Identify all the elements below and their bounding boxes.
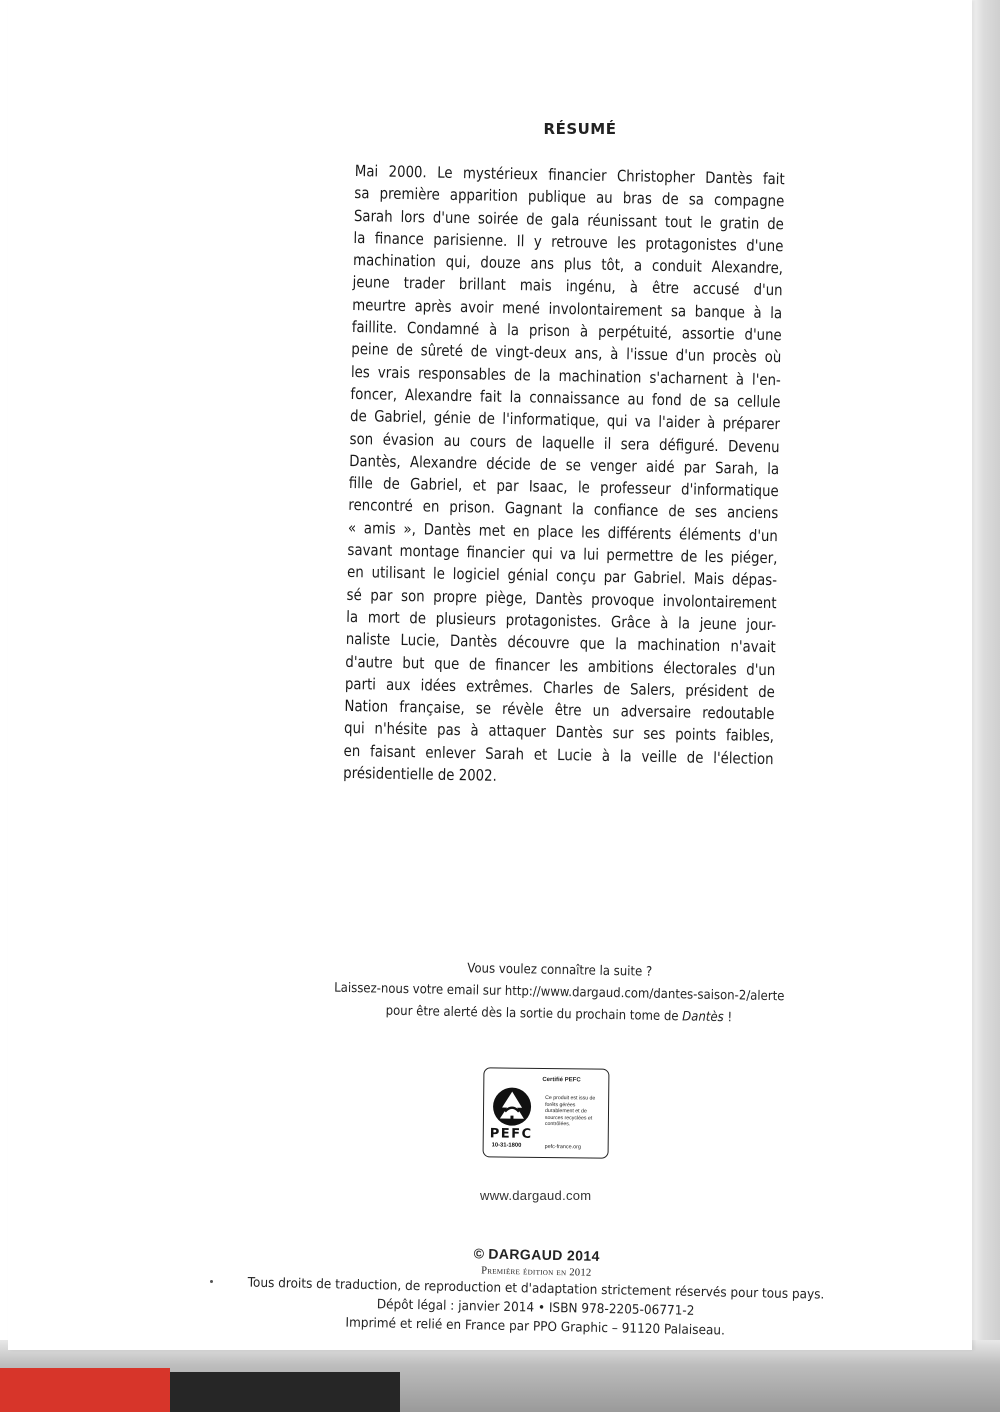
resume-line: présidentielle de 2002. <box>343 763 498 785</box>
resume-line: Nation française, se révèle être un adversaire redoutable <box>344 697 775 724</box>
resume-line: machination qui, douze ans plus tôt, a conduit Alexandre, <box>352 251 784 278</box>
pefc-tree-logo-icon <box>491 1085 533 1127</box>
resume-line: sa première apparition publique au bras de sa compagne <box>354 184 785 211</box>
promo-line-1: Vous voulez connaître la suite ? <box>467 961 653 980</box>
legal-deposit: Dépôt légal : janvier 2014 • ISBN 978-2205-06771-2 <box>376 1297 695 1319</box>
first-edition: Première édition en 2012 <box>481 1265 592 1279</box>
pefc-site[interactable]: pefc-france.org <box>544 1143 581 1151</box>
promo-line-3-suffix: ! <box>727 1010 733 1026</box>
resume-line: meurtre après avoir mené involontairement sa banque à la <box>352 295 783 323</box>
resume-line: Dantès, Alexandre décide de se venger aidé par Sarah, la <box>349 451 780 479</box>
resume-line: de Gabriel, génie de l'informatique, qui va l'aider à préparer <box>349 407 781 434</box>
resume-line: savant montage financier qui va lui permettre de les piéger, <box>347 540 778 568</box>
resume-line: en faisant enlever Sarah et Lucie à la veille de l'élection <box>343 741 774 768</box>
pefc-certification-box <box>483 1067 610 1158</box>
resume-line: en utilisant le logiciel génial conçu par Gabriel. Mais dépas- <box>346 563 778 590</box>
copyright-symbol: © <box>473 1245 485 1262</box>
colophon <box>220 1238 852 1343</box>
pefc-certified-label: Certifié PEFC <box>542 1076 581 1084</box>
promo-line-3-prefix: pour être alerté dès la sortie du prochain tome de <box>385 1003 679 1025</box>
scan-bottom-strip <box>0 1340 1000 1412</box>
resume-line: parti aux idées extrêmes. Charles de Salers, président de <box>344 674 776 701</box>
pefc-description: Ce produit est issu de forêts gérées durablement et de sources recyclées et contrôlées. <box>544 1094 596 1128</box>
resume-line: Mai 2000. Le mystérieux financier Christopher Dantès fait <box>354 161 785 189</box>
resume-line: la mort de plusieurs protagonistes. Grâce à la jeune jour- <box>346 607 777 635</box>
resume-line: fille de Gabriel, et par Isaac, le professeur d'informatique <box>348 474 779 501</box>
printer-info: Imprimé et relié en France par PPO Graphic – 91120 Palaiseau. <box>345 1315 726 1339</box>
resume-line: Sarah lors d'une soirée de gala réunissant tout le gratin de <box>353 206 785 233</box>
resume-line: jeune trader brillant mais ingénu, à être accusé d'un <box>352 273 783 300</box>
copyright-text: DARGAUD 2014 <box>488 1245 600 1264</box>
pefc-number: 10-31-1800 <box>491 1142 522 1149</box>
scan-dark-block <box>170 1372 400 1412</box>
promo-block <box>299 955 820 1031</box>
resume-line: sé par son propre piège, Dantès provoque involontairement <box>346 585 777 612</box>
resume-line: qui n'hésite pas à attaquer Dantès sur ses points faibles, <box>343 719 775 746</box>
resume-line: naliste Lucie, Dantès découvre que la machination n'avait <box>345 630 776 657</box>
scan-speck <box>210 1280 213 1283</box>
resume-line: foncer, Alexandre fait la connaissance au fond de sa cellule <box>350 384 781 412</box>
scan-edge-right <box>972 0 1000 1412</box>
resume-line: son évasion au cours de laquelle il sera défiguré. Devenu <box>349 429 780 456</box>
resume-line: « amis », Dantès met en place les différents éléments d'un <box>347 518 779 545</box>
scan-red-block <box>0 1368 170 1412</box>
resume-line: la finance parisienne. Il y retrouve les protagonistes d'une <box>353 228 784 256</box>
resume-line: les vrais responsables de la machination s'acharnent à l'en- <box>350 362 782 389</box>
resume-line: d'autre but que de financer les ambitions électorales d'un <box>345 652 776 679</box>
resume-line: rencontré en prison. Gagnant la confiance de ses anciens <box>348 496 779 523</box>
publisher-website[interactable]: www.dargaud.com <box>480 1188 592 1203</box>
promo-series-title: Dantès <box>682 1009 724 1026</box>
resume-line: peine de sûreté de vingt-deux ans, à l'issue d'un procès où <box>351 340 782 367</box>
pefc-brand: PEFC <box>489 1126 533 1142</box>
resume-line: faillite. Condamné à la prison à perpétuité, assortie d'une <box>351 318 782 345</box>
resume-title: RÉSUMÉ <box>543 120 617 138</box>
rights-notice: Tous droits de traduction, de reproduction et d'adaptation strictement réservés pour tous pays. <box>247 1275 825 1303</box>
promo-line-2[interactable]: Laissez-nous votre email sur http://www.dargaud.com/dantes-saison-2/alerte <box>334 980 785 1005</box>
resume-text <box>343 160 785 792</box>
